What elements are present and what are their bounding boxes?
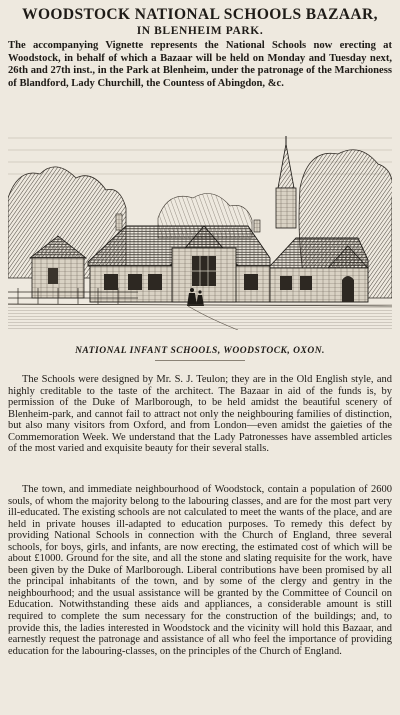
article-intro: The accompanying Vignette represents the National Schools now erecting at Woodstock, in behalf of which a Bazaar will be held on Monday and Tuesday next, 26th and 27th inst., in the Park at Blenheim, under the patronage of the Marchioness of Blandford, Lady Churchill, the Countess of Abingdon, &c.: [8, 40, 392, 89]
illustration-caption: NATIONAL INFANT SCHOOLS, WOODSTOCK, OXON.: [75, 346, 325, 356]
article-title: WOODSTOCK NATIONAL SCHOOLS BAZAAR,: [22, 6, 378, 23]
caption-divider: [155, 360, 245, 361]
body-paragraph-1: The Schools were designed by Mr. S. J. Teulon; they are in the Old English style, and highly creditable to the taste of the architect. The Bazaar in aid of the funds is, by permission of the Duke of Marlborough, to be held amidst the beautiful scenery of Blenheim-park, and cannot fail to attract not only the neighbouring families of distinction, but also many visitors from Oxford, and from London—even amidst the gaieties of the Commemoration Week. We understand that the Lady Patronesses have assembled articles of the most varied and exquisite beauty for their several stalls.: [8, 374, 392, 455]
school-engraving-illustration: [8, 128, 392, 330]
article-subtitle: IN BLENHEIM PARK.: [136, 25, 264, 37]
body-paragraph-2: The town, and immediate neighbourhood of Woodstock, contain a population of 2600 souls, of whom the majority belong to the labouring classes, and are for the most part very ill-educated. The existing schools are not calculated to meet the wants of the place, and are held in private houses ill-adapted to education purposes. To remedy this defect by providing National Schools in connection with the Church of England, three several schools, for boys, girls, and infants, are now erecting, the estimated cost of which will be about £1000. Ground for the site, and all the stone and slating requisite for the work, have been given by the Duke of Marlborough. Liberal contributions have been promised by all the principal inhabitants of the town, and by some of the clergy and gentry in the neighbourhood; and the usual assistance will be granted by the Committee of Council on Education. Notwithstanding these aids and appliances, a considerable amount is still required to complete the sum necessary for the construction of the buildings; and, to provide this, the ladies interested in Woodstock and the vicinity will hold this Bazaar, and earnestly request the patronage and assistance of all who feel the importance of providing education for the labouring-classes, on the principles of the Church of England.: [8, 484, 392, 657]
